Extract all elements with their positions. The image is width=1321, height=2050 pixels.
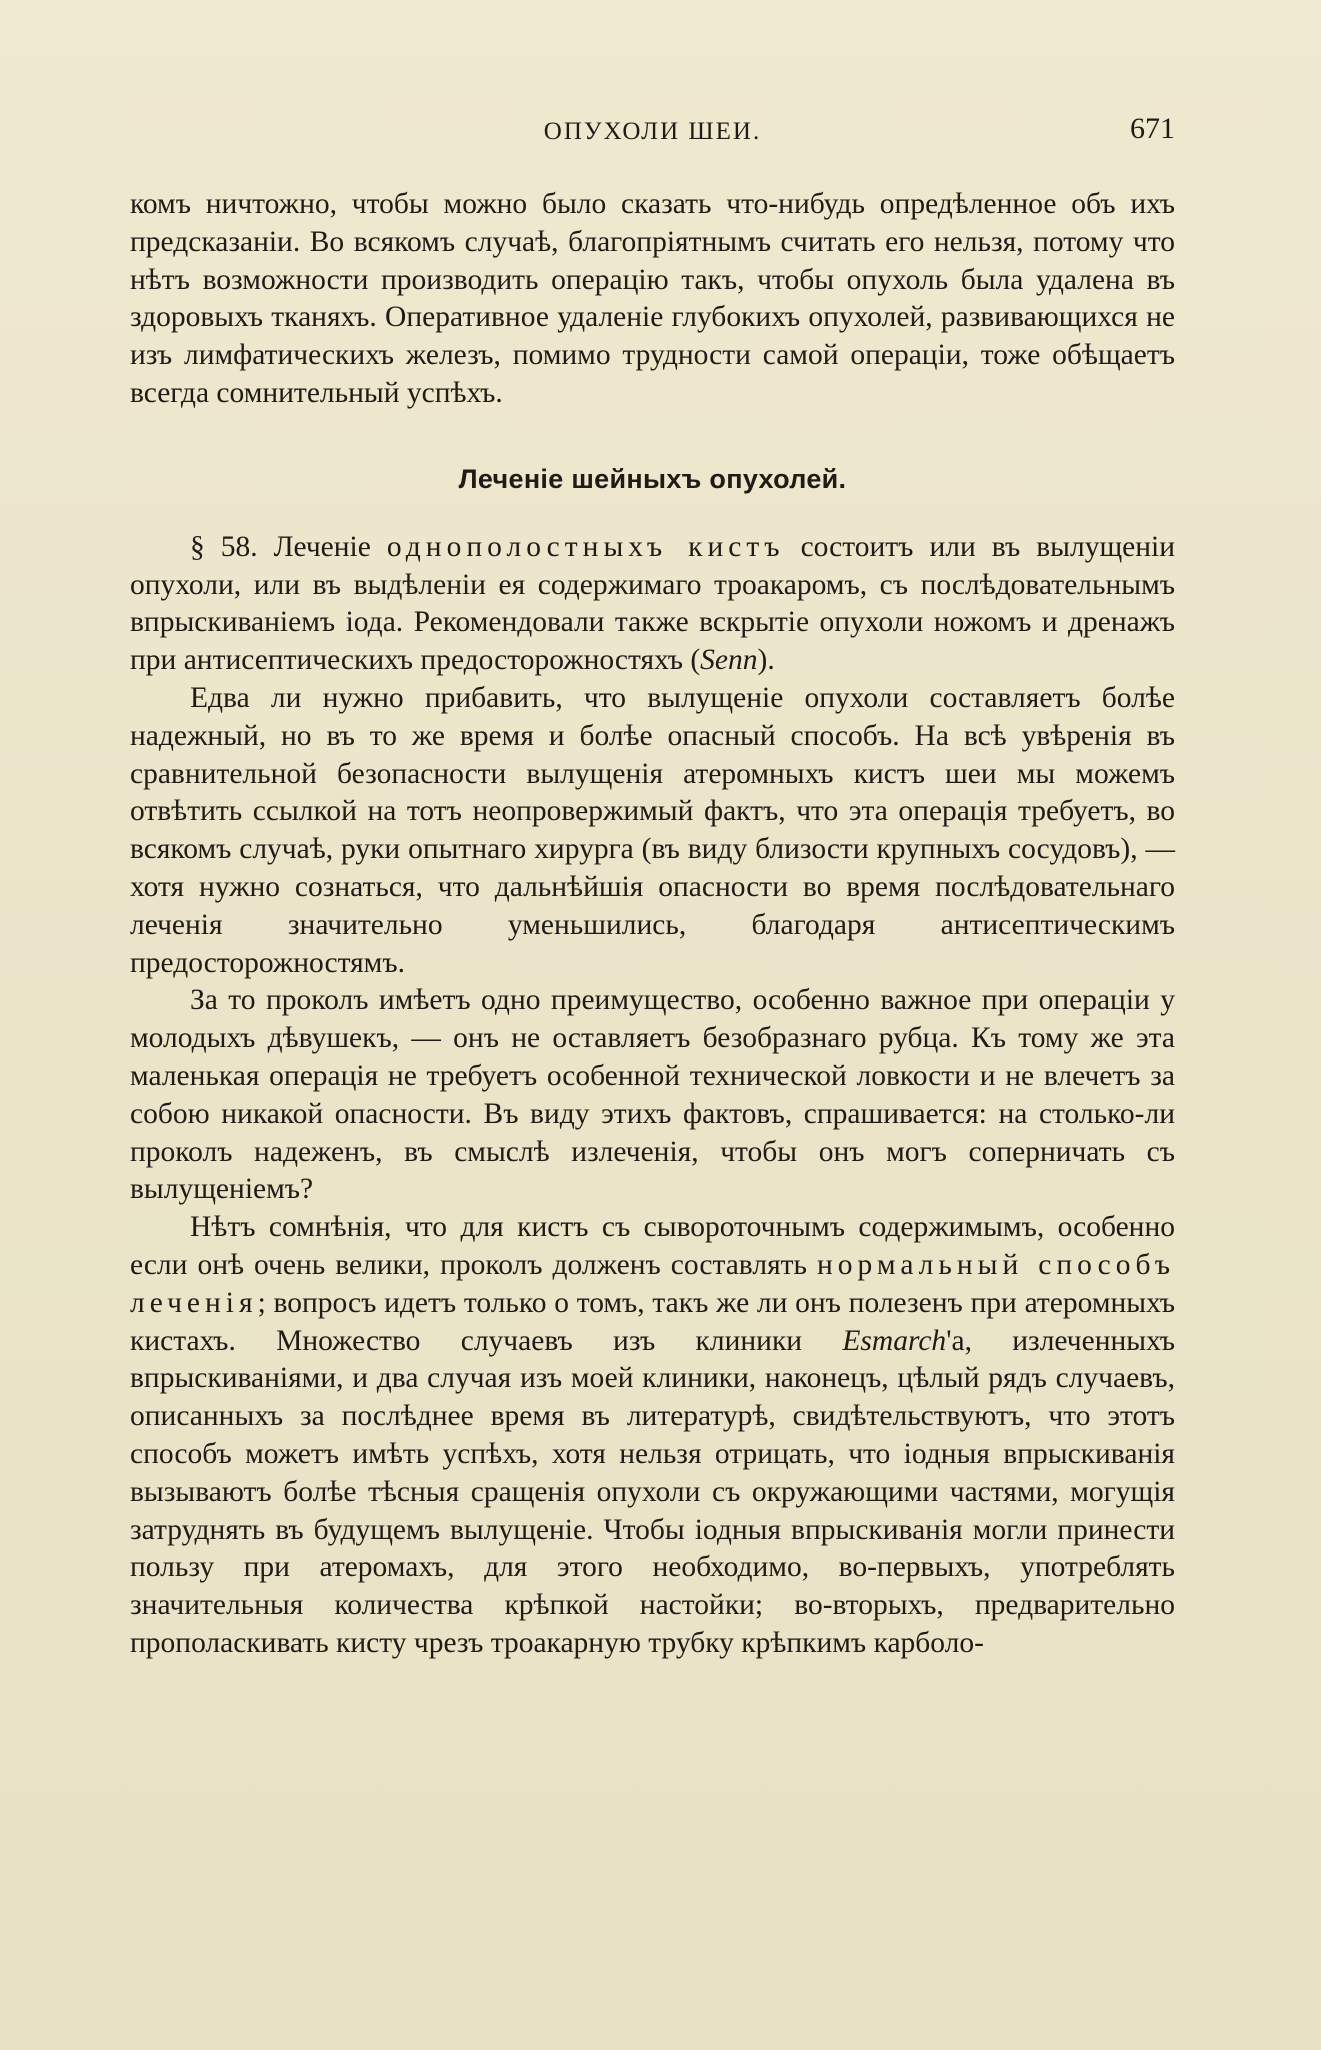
emphasized-term: нормальный способъ леченія xyxy=(130,1248,1176,1319)
paragraph-section-58 xyxy=(130,529,1175,680)
section-title: Леченіе шейныхъ опухолей. xyxy=(458,463,847,494)
paragraph-start: § 58. Леченіе xyxy=(190,530,371,563)
paragraph-end: ). xyxy=(757,644,775,677)
paragraph-continuation: комъ ничтожно, чтобы можно было сказать что-нибудь опредѣленное объ ихъ предсказаніи. Во всякомъ случаѣ, благопріятнымъ считать его нельзя, потому что нѣтъ возможности производить операцію такъ, чтобы опухоль была удалена въ здоровыхъ тканяхъ. Оперативное удаленіе глубокихъ опухолей, развивающихся не изъ лимфатическихъ железъ, помимо трудности самой операціи, тоже обѣщаетъ всегда сомнительный успѣхъ. xyxy=(130,188,1175,409)
page-body xyxy=(130,186,1175,1663)
page-number: 671 xyxy=(1130,112,1175,145)
paragraph-start: Нѣтъ сомнѣнія, что для кистъ съ сывороточнымъ содержимымъ, особенно если онѣ очень велики, проколъ долженъ составлять xyxy=(130,1211,1175,1281)
paragraph-puncture: За то проколъ имѣетъ одно преимущество, особенно важное при операціи у молодыхъ дѣвушекъ, — онъ не оставляетъ безобразнаго рубца. Къ тому же эта маленькая операція не требуетъ особенной технической ловкости и не влечетъ за собою никакой опасности. Въ виду этихъ фактовъ, спрашивается: на столько-ли проколъ надеженъ, въ смыслѣ излеченія, чтобы онъ могъ соперничать съ вылущеніемъ? xyxy=(130,984,1175,1206)
paragraph-excision: Едва ли нужно прибавить, что вылущеніе опухоли составляетъ болѣе надежный, но въ то же время и болѣе опасный способъ. На всѣ увѣренія въ сравнительной безопасности вылущенія атеромныхъ кистъ шеи мы можемъ отвѣтить ссылкой на тотъ неопровержимый фактъ, что эта операція требуетъ, во всякомъ случаѣ, руки опытнаго хирурга (въ виду близости крупныхъ сосудовъ), — хотя нужно сознаться, что дальнѣйшія опасности во время послѣдовательнаго леченія значительно уменьшились, благодаря антисептическимъ предосторожностямъ. xyxy=(130,681,1175,979)
paragraph-serous-cysts xyxy=(130,1209,1175,1663)
paragraph-text: ; вопросъ идетъ только о томъ, такъ же ли онъ полезенъ при атеромныхъ кистахъ. Множество случаевъ изъ клиники xyxy=(130,1286,1175,1357)
paragraph-end: 'а, излеченныхъ впрыскиваніями, и два случая изъ моей клиники, наконецъ, цѣлый рядъ случаевъ, описанныхъ за послѣднее время въ литературѣ, свидѣтельствуютъ, что этотъ способъ можетъ имѣть успѣхъ, хотя нельзя отрицать, что іодныя впрыскиванія вызываютъ болѣе тѣсныя сращенія опухоли съ окружающими частями, могущія затруднять въ будущемъ вылущеніе. Чтобы іодныя впрыскиванія могли принести пользу при атеромахъ, для этого необходимо, во-первыхъ, употреблять значительныя количества крѣпкой настойки; во-вторыхъ, предварительно прополаскивать кисту чрезъ троакарную трубку крѣпкимъ карболо- xyxy=(130,1324,1175,1659)
page-header xyxy=(130,112,1175,152)
emphasized-term: однополостныхъ кистъ xyxy=(386,530,785,563)
running-head: ОПУХОЛИ ШЕИ. xyxy=(543,118,762,145)
author-name: Esmarch xyxy=(842,1324,947,1357)
paragraph-text: состоитъ или въ вылущеніи опухоли, или въ выдѣленіи ея содержимаго троакаромъ, съ послѣдовательнымъ впрыскиваніемъ іода. Рекомендовали также вскрытіе опухоли ножомъ и дренажъ при антисептическихъ предосторожностяхъ ( xyxy=(130,530,1176,677)
author-name: Senn xyxy=(700,644,758,677)
